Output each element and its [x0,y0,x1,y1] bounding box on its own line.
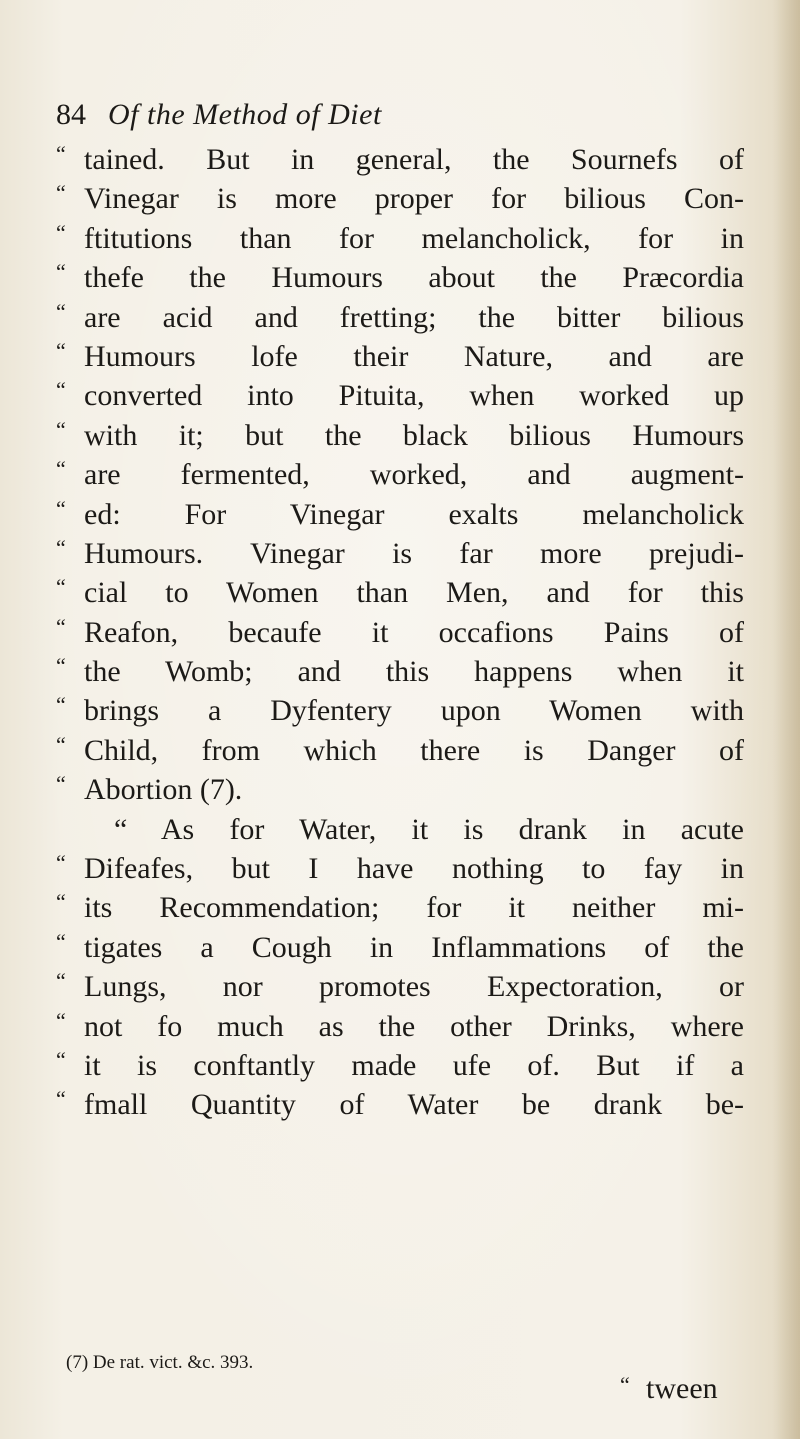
quote-mark: “ [56,180,66,206]
text-line [56,1007,746,1046]
page-header [56,98,382,138]
text-line [56,179,746,218]
quote-mark: “ [56,968,66,994]
quote-mark: “ [56,456,66,482]
quote-mark: “ [56,889,66,915]
footnote: (7) De rat. vict. &c. 393. [66,1352,254,1373]
line-text: brings a Dyfentery upon Women with [84,694,744,728]
line-text: fmall Quantity of Water be drank be- [84,1088,744,1122]
text-line [56,613,746,652]
quote-mark: “ [56,731,66,757]
quote-mark: “ [56,416,66,442]
quote-mark: “ [56,298,66,324]
text-line [56,731,746,770]
quote-mark: “ [56,1086,66,1112]
text-line [56,219,746,258]
line-text: the Womb; and this happens when it [84,655,744,689]
page-edge-shadow [772,0,800,1439]
line-text: thefe the Humours about the Præcordia [84,261,744,295]
catchword-text: tween [646,1372,718,1405]
running-head: Of the Method of Diet [108,98,382,131]
line-text: cial to Women than Men, and for this [84,576,744,610]
text-line [56,810,746,849]
line-text: Humours. Vinegar is far more prejudi- [84,536,744,570]
quote-mark: “ [56,219,66,245]
line-text: converted into Pituita, when worked up [84,379,744,413]
text-line [56,416,746,455]
text-line [56,691,746,730]
text-line [56,376,746,415]
line-text: Vinegar is more proper for bilious Con- [84,182,744,216]
text-line [56,140,746,179]
line-text: with it; but the black bilious Humours [84,418,744,452]
body-text [56,140,746,1125]
line-text: ed: For Vinegar exalts melancholick [84,497,744,531]
quote-mark: “ [56,1007,66,1033]
text-line [56,967,746,1006]
text-line [56,849,746,888]
text-line [56,495,746,534]
text-line [56,770,746,809]
quote-mark: “ [56,928,66,954]
quote-mark: “ [56,613,66,639]
text-line [56,888,746,927]
quote-mark: “ [56,495,66,521]
page-number: 84 [56,98,86,131]
line-text: Lungs, nor promotes Expectoration, or [84,970,744,1004]
text-line [56,573,746,612]
text-line [56,652,746,691]
catchword [620,1372,718,1406]
quote-mark: “ [56,534,66,560]
quote-mark: “ [56,653,66,679]
quote-mark: “ [56,377,66,403]
line-text: Child, from which there is Danger of [84,733,744,767]
line-text: tigates a Cough in Inflammations of the [84,930,744,964]
text-line [56,1085,746,1124]
quote-mark: “ [56,574,66,600]
quote-mark: “ [56,141,66,166]
line-text: tained. But in general, the Sournefs of [84,143,744,176]
line-text: are acid and fretting; the bitter bilious [84,300,744,334]
text-line [56,298,746,337]
quote-mark [56,804,84,843]
text-line [56,337,746,376]
quote-mark: “ [56,850,66,876]
line-text: ftitutions than for melancholick, for in [84,221,744,255]
line-text: “ As for Water, it is drank in acute [114,812,744,846]
text-line [56,928,746,967]
text-line [56,534,746,573]
line-text: are fermented, worked, and augment- [84,458,744,492]
text-line [56,455,746,494]
quote-mark: “ [620,1372,630,1397]
quote-mark: “ [56,1046,66,1072]
quote-mark: “ [56,771,66,797]
quote-mark: “ [56,259,66,285]
text-line [56,1046,746,1085]
line-text: not fo much as the other Drinks, where [84,1009,744,1043]
line-text: Abortion (7). [84,773,243,807]
line-text: Humours lofe their Nature, and are [84,339,744,373]
quote-mark: “ [56,692,66,718]
text-line [56,258,746,297]
quote-mark: “ [56,337,66,363]
line-text: its Recommendation; for it neither mi- [84,891,744,925]
line-text: it is conftantly made ufe of. But if a [84,1048,744,1082]
line-text: Reafon, becaufe it occafions Pains of [84,615,744,649]
line-text: Difeafes, but I have nothing to fay in [84,852,744,886]
